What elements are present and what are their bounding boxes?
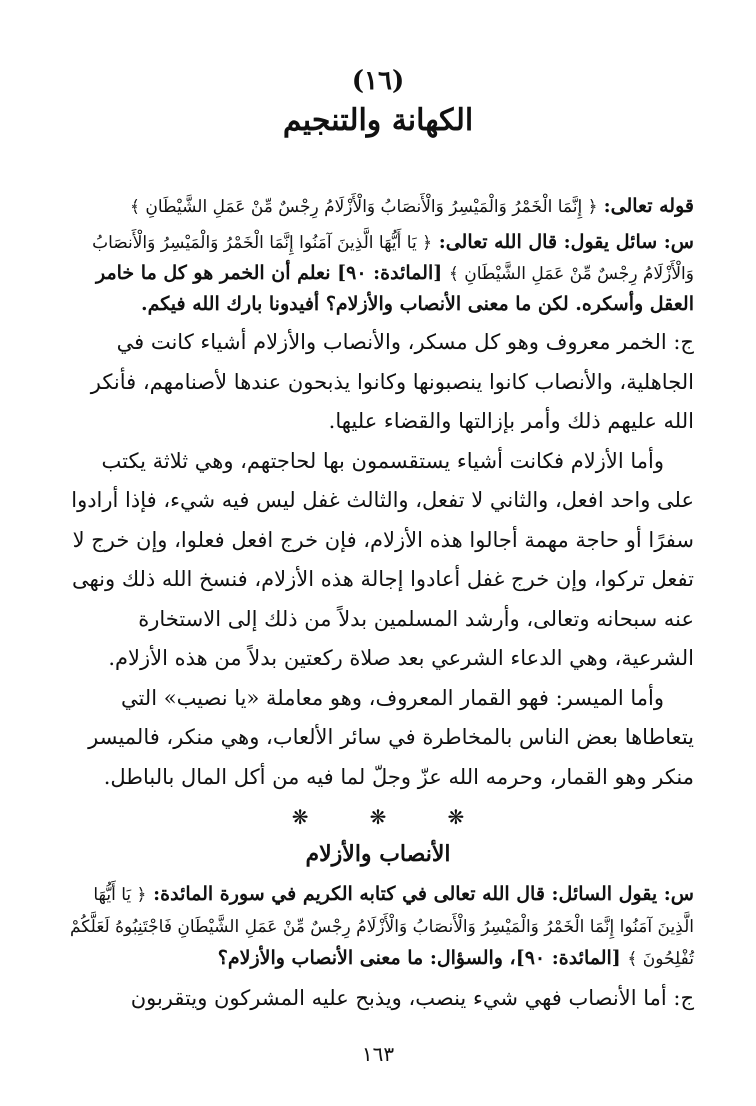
- question-2: [62, 879, 694, 975]
- book-page: [62, 64, 694, 1038]
- section-separator: [62, 805, 694, 831]
- verse-intro-quran: ﴿ إِنَّمَا الْخَمْرُ وَالْمَيْسِرُ وَالْأَنصَابُ وَالْأَزْلَامُ رِجْسٌ مِّنْ عَمَلِ الشَّيْطَانِ ﴾: [130, 197, 598, 217]
- chapter-number: (١٦): [351, 66, 405, 96]
- question-1-rest: [المائدة: ٩٠] نعلم أن الخمر هو كل ما خامر العقل وأسكره. لكن ما معنى الأنصاب والأزلام؟ أفيدونا بارك الله فيكم.: [95, 262, 694, 315]
- verse-intro: [62, 192, 694, 221]
- answer-2-paragraph: ج: أما الأنصاب فهي شيء ينصب، ويذبح عليه المشركون ويتقربون: [130, 986, 694, 1010]
- verse-intro-label: قوله تعالى:: [603, 195, 694, 217]
- question-2-rest: [المائدة: ٩٠]، والسؤال: ما معنى الأنصاب والأزلام؟: [217, 947, 621, 969]
- section-2-title: الأنصاب والأزلام: [305, 841, 451, 867]
- question-2-quran: ﴿ يَا أَيُّهَا الَّذِينَ آمَنُوا إِنَّمَا الْخَمْرُ وَالْمَيْسِرُ وَالْأَنصَابُ وَالْأَزْلَامُ رِجْسٌ مِّنْ عَمَلِ الشَّيْطَانِ فَاجْتَنِبُوهُ لَعَلَّكُمْ تُفْلِحُونَ ﴾: [69, 885, 694, 969]
- page-number: ١٦٣: [361, 1042, 395, 1066]
- question-2-lead: س: يقول السائل: قال الله تعالى في كتابه الكريم في سورة المائدة:: [153, 883, 694, 905]
- question-1-lead: س: سائل يقول: قال الله تعالى:: [438, 231, 694, 253]
- separator-star: ❋: [369, 805, 387, 829]
- answer-1-paragraph: وأما الميسر: فهو القمار المعروف، وهو معاملة «يا نصيب» التي يتعاطاها بعض الناس بالمخاطرة في سائر الألعاب، وهي منكر، فالميسر منكر وهو القمار، وحرمه الله عزّ وجلّ لما فيه من أكل المال بالباطل.: [88, 685, 694, 789]
- answer-1-paragraph: ج: الخمر معروف وهو كل مسكر، والأنصاب والأزلام أشياء كانت في الجاهلية، والأنصاب كانوا ينصبونها وكانوا يذبحون عندها لأصنامهم، فأنكر الله عليهم ذلك وأمر بإزالتها والقضاء عليها.: [90, 330, 694, 433]
- question-1: [62, 227, 694, 319]
- answer-1-paragraph: وأما الأزلام فكانت أشياء يستقسمون بها لحاجتهم، وهي ثلاثة يكتب على واحد افعل، والثاني لا تفعل، والثالث غفل ليس فيه شيء، فإذا أرادوا سفرًا أو حاجة مهمة أجالوا هذه الأزلام، فإن خرج افعل فعلوا، وإن خرج لا تفعل تركوا، وإن خرج غفل أعادوا إجالة هذه الأزلام، فنسخ الله ذلك ونهى عنه سبحانه وتعالى، وأرشد المسلمين بدلاً من ذلك إلى الاستخارة الشرعية، وهي الدعاء الشرعي بعد صلاة ركعتين بدلاً من هذه الأزلام.: [71, 448, 694, 670]
- separator-star: ❋: [291, 805, 309, 829]
- separator-star: ❋: [447, 805, 465, 829]
- question-1-quran: ﴿ يَا أَيُّهَا الَّذِينَ آمَنُوا إِنَّمَا الْخَمْرُ وَالْمَيْسِرُ وَالْأَنصَابُ وَالْأَزْلَامُ رِجْسٌ مِّنْ عَمَلِ الشَّيْطَانِ ﴾: [92, 233, 694, 284]
- chapter-title: الكهانة والتنجيم: [282, 103, 474, 138]
